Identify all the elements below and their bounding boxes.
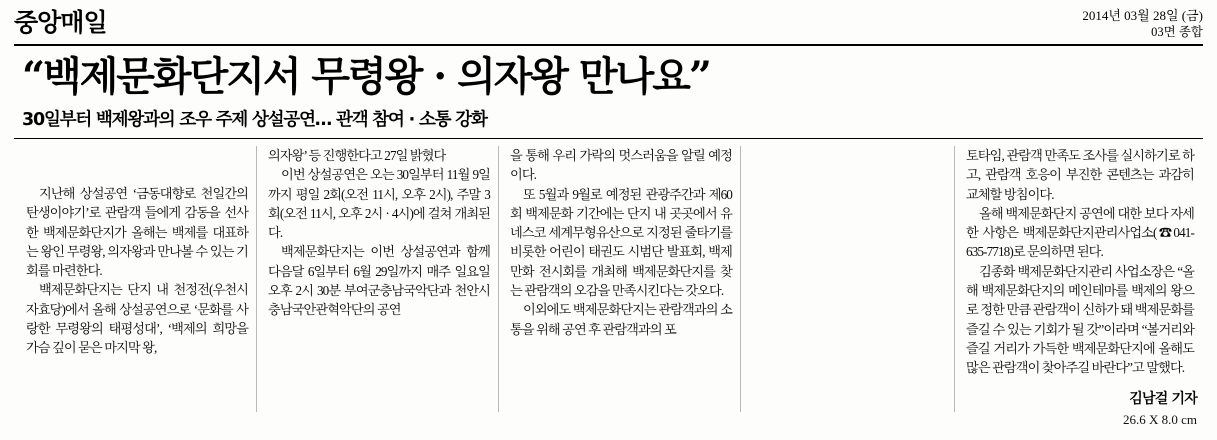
article-body [14,146,1203,416]
paragraph: 김종화 백제문화단지관리 사업소장은 “올해 백제문화단지의 메인테마를 백제의 왕으로 정한 만큼 관람객이 신하가 돼 백제문화를 즐길 수 있는 기회가 될 갓”이라며 “볼거리와 즐길 거리가 가득한 백제문화단지에 올해도 많은 관람객이 찾아주길 바란다”고 말했다. [966,263,1194,376]
column-divider-2 [498,146,499,412]
paragraph: 백제문화단지는 단지 내 천정전(우천시 자효당)에서 올해 상설공연으로 ‘문화를 사랑한 무령왕의 태평성대’, ‘백제의 희망을 가슴 깊이 묻은 마지막 왕, [26,282,248,356]
paragraph: 이번 상설공연은 오는 30일부터 11월 9일까지 평일 2회(오전 11시, 오후 2시), 주말 3회(오전 11시, 오후 2시 · 4시)에 걸쳐 개최된다. [268,167,490,241]
article-column-2 [268,146,490,320]
column-divider-4 [954,146,955,412]
paragraph: 백제문화단지는 이번 상설공연과 함께 다음달 6일부터 6월 29일까지 매주 일요일 오후 2시 30분 부여군충남국악단과 천안시충남국안관혁악단의 공연 [268,244,490,318]
paragraph: 의자왕’ 등 진행한다고 27일 밝혔다 [268,148,446,163]
column-divider-3 [740,146,741,412]
paragraph: 올해 백제문화단지 공연에 대한 보다 자세한 사항은 백제문화단지관리사업소(☎041-635-7718)로 문의하면 된다. [966,205,1194,260]
masthead [14,8,1203,42]
paragraph: 또 5월과 9월로 예정된 관광주간과 제60회 백제문화 기간에는 단지 내 곳곳에서 유네스코 세계무형유산으로 지정된 줄타기를 비롯한 어린이 태권도 시범단 발표회, 백제만화 전시회를 개최해 백제문화단지를 찾는 관람객의 오감을 만족시킨다는 갓오다. [510,186,732,299]
column-divider-1 [256,146,257,412]
article-subhead: 30일부터 백제왕과의 조우 주제 상설공연… 관객 참여 · 소통 강화 [22,110,487,130]
issue-page-section: 03면 종합 [1151,25,1203,39]
subhead-divider [14,138,1203,139]
clipping-dimension: 26.6 X 8.0 cm [1122,412,1197,427]
paragraph: 토타임, 관람객 만족도 조사를 실시하기로 하고, 관람객 호응이 부진한 콘텐츠는 과감히 교체할 방침이다. [966,148,1194,202]
masthead-divider [14,44,1203,46]
article-column-4 [966,146,1194,378]
issue-date [1082,8,1203,40]
article-column-1 [26,184,248,358]
issue-date-line1: 2014년 03월 28일 (금) [1082,8,1203,23]
paragraph: 을 통해 우리 가락의 멋스러움을 알릴 예정이다. [510,148,732,183]
paragraph: 지난해 상설공연 ‘금동대향로 천일간의 탄생이야기’로 관람객 들에게 감동을 선사한 백제문화단지가 올해는 백제를 대표하는 왕인 무령왕, 의자왕과 만나볼 수 있는 기회를 마련한다. [26,186,248,279]
article-column-3 [510,146,732,339]
article-headline: “백제문화단지서 무령왕 · 의자왕 만나요” [22,53,710,100]
newspaper-title: 중앙매일 [14,8,107,37]
paragraph: 이외에도 백제문화단지는 관람객과의 소통을 위해 공연 후 관람객과의 포 [510,302,732,337]
article-byline: 김남걸 기자 [1129,391,1197,407]
